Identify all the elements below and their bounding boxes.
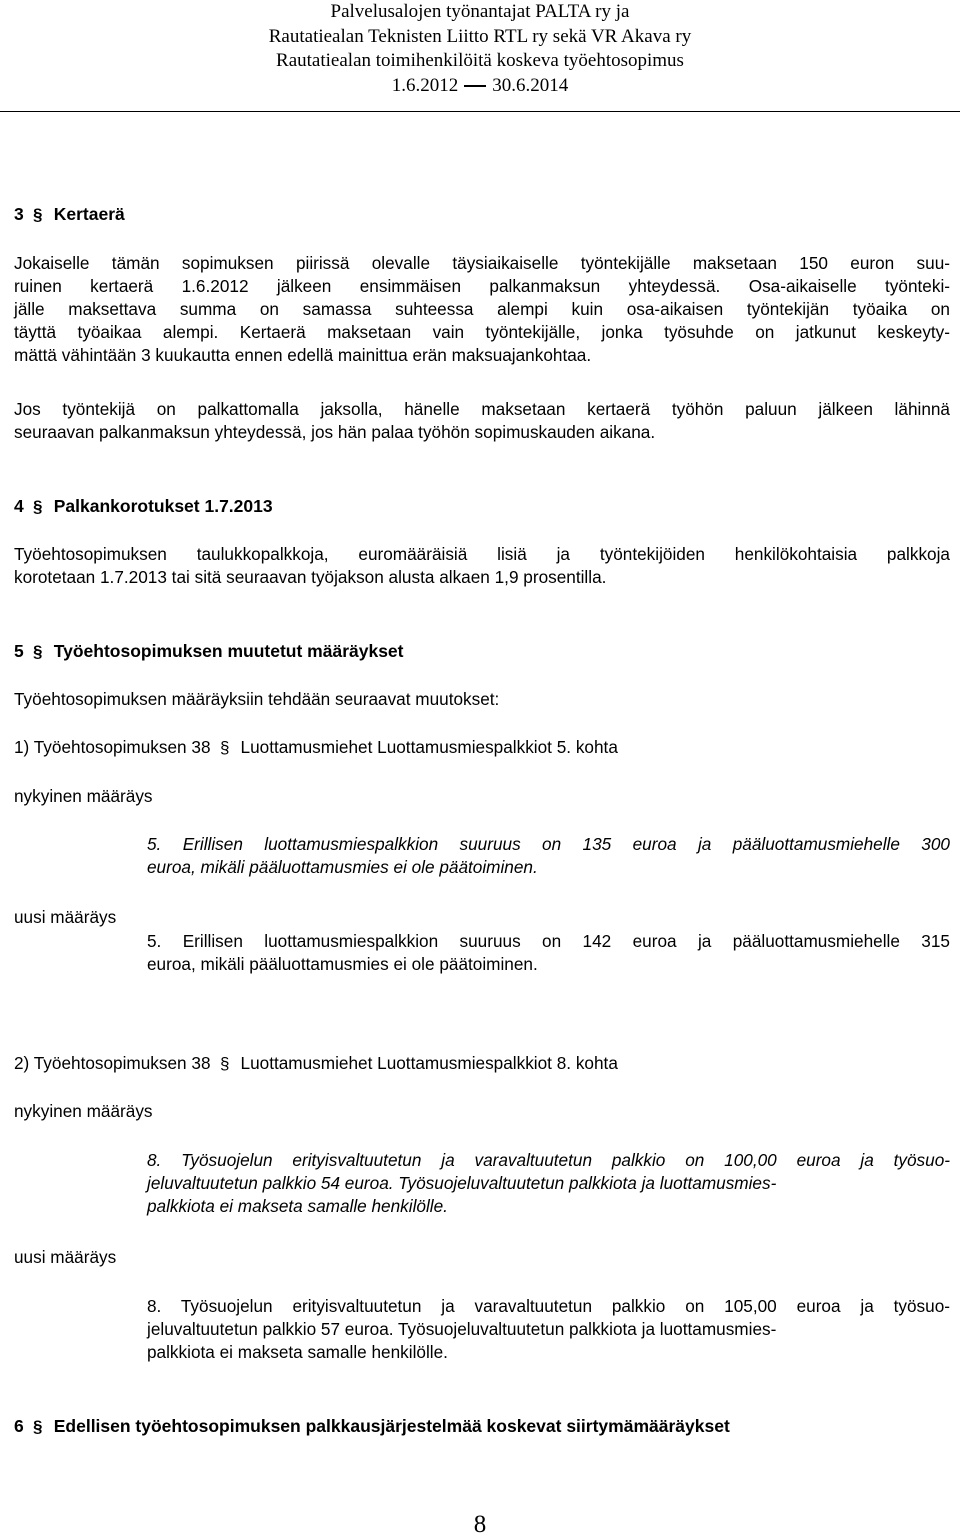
header-date-end: 30.6.2014: [492, 74, 569, 96]
text-line: 8. Työsuojelun erityisvaltuutetun ja varavaltuutetun palkkio on 105,00 euroa ja työsuo-: [147, 1296, 950, 1316]
svg-text:§: §: [32, 1417, 43, 1436]
text-line: euroa, mikäli pääluottamusmies ei ole päätoiminen.: [147, 954, 538, 974]
item-1-new-text: [147, 930, 950, 976]
section-number: 5: [14, 641, 24, 661]
svg-text:§: §: [219, 1054, 229, 1073]
header-date-start: 1.6.2012: [391, 74, 459, 96]
text-line: täyttä työaikaa alempi. Kertaerä maksetaan vain työntekijälle, jonka työsuhde on jatkunut keskeyty-: [14, 322, 950, 342]
svg-text:§: §: [219, 738, 229, 757]
text-line: seuraavan palkanmaksun yhteydessä, jos hän palaa työhön sopimuskauden aikana.: [14, 422, 656, 442]
header-rule: [0, 111, 960, 112]
text-line: jälle maksettava summa on samassa suhteessa alempi kuin osa-aikaisen työntekijän työaika on: [14, 299, 950, 319]
section-4-heading: [14, 495, 273, 517]
svg-text:§: §: [32, 205, 43, 224]
item-1-heading: [14, 736, 618, 759]
header-line-2: Rautatiealan Teknisten Liitto RTL ry sekä VR Akava ry: [268, 25, 692, 47]
section-3-paragraph-2: [14, 398, 950, 444]
item-2-new-text: [147, 1295, 950, 1364]
header-dates: [0, 74, 960, 99]
section-3-heading: [14, 203, 125, 225]
text-line: palkkiota ei makseta samalle henkilölle.: [147, 1196, 448, 1216]
item-2-heading: [14, 1052, 618, 1075]
text-line: Työehtosopimuksen määräyksiin tehdään seuraavat muutokset:: [14, 689, 500, 709]
text-line: 8. Työsuojelun erityisvaltuutetun ja varavaltuutetun palkkio on 100,00 euroa ja työsuo-: [147, 1150, 950, 1170]
item-suffix: Luottamusmiehet Luottamusmiespalkkiot 5. kohta: [240, 737, 618, 757]
section-6-heading: [14, 1415, 730, 1437]
section-5-heading: [14, 640, 404, 662]
section-5-intro: [14, 688, 499, 711]
section-number: 4: [14, 496, 24, 516]
header-line-1: Palvelusalojen työnantajat PALTA ry ja: [330, 1, 630, 22]
svg-text:§: §: [32, 497, 43, 516]
page-number: 8: [473, 1511, 487, 1538]
item-prefix: 1) Työehtosopimuksen 38: [14, 737, 211, 757]
item-1-current-text: [147, 833, 950, 879]
text-line: jeluvaltuutetun palkkio 54 euroa. Työsuojeluvaltuutetun palkkiota ja luottamusmies-: [147, 1173, 777, 1193]
header-line-3: Rautatiealan toimihenkilöitä koskeva työehtosopimus: [276, 50, 684, 71]
section-title: Palkankorotukset 1.7.2013: [53, 496, 273, 516]
section-4-paragraph: [14, 543, 950, 589]
section-sign-icon: [32, 641, 46, 661]
section-number: 6: [14, 1416, 24, 1436]
text-line: Työehtosopimuksen taulukkopalkkoja, euromääräisiä lisiä ja työntekijöiden henkilökohtaisia palkkoja: [14, 544, 950, 564]
item-suffix: Luottamusmiehet Luottamusmiespalkkiot 8. kohta: [240, 1053, 618, 1073]
text-line: Jokaiselle tämän sopimuksen piirissä olevalle täysiaikaiselle työntekijälle maksetaan 150 euron suu-: [14, 253, 950, 273]
item-2-new-label: uusi määräys: [14, 1247, 117, 1267]
section-3-paragraph-1: [14, 252, 950, 367]
section-title: Työehtosopimuksen muutetut määräykset: [53, 641, 404, 661]
item-1-new-label: uusi määräys: [14, 907, 117, 927]
svg-text:§: §: [32, 642, 43, 661]
text-line: Jos työntekijä on palkattomalla jaksolla, hänelle maksetaan kertaerä työhön paluun jälkeen lähinnä: [14, 399, 950, 419]
date-dash: [464, 85, 486, 87]
text-line: euroa, mikäli pääluottamusmies ei ole päätoiminen.: [147, 857, 538, 877]
section-sign-icon: [219, 737, 233, 757]
section-number: 3: [14, 204, 24, 224]
text-line: ruinen kertaerä 1.6.2012 jälkeen ensimmäisen palkanmaksun yhteydessä. Osa-aikaiselle työnteki-: [14, 276, 950, 296]
section-title: Kertaerä: [53, 204, 125, 224]
item-prefix: 2) Työehtosopimuksen 38: [14, 1053, 211, 1073]
section-sign-icon: [32, 1416, 46, 1436]
section-title: Edellisen työehtosopimuksen palkkausjärjestelmää koskevat siirtymämääräykset: [53, 1416, 730, 1436]
item-2-current-label: nykyinen määräys: [14, 1101, 153, 1121]
section-sign-icon: [32, 496, 46, 516]
item-2-current-text: [147, 1149, 950, 1218]
text-line: 5. Erillisen luottamusmiespalkkion suuruus on 135 euroa ja pääluottamusmiehelle 300: [147, 834, 950, 854]
text-line: mättä vähintään 3 kuukautta ennen edellä mainittua erän maksuajankohtaa.: [14, 345, 592, 365]
text-line: korotetaan 1.7.2013 tai sitä seuraavan työjakson alusta alkaen 1,9 prosentilla.: [14, 567, 607, 587]
item-1-current-label: nykyinen määräys: [14, 786, 153, 806]
section-sign-icon: [219, 1053, 233, 1073]
document-header: [0, 0, 960, 98]
text-line: 5. Erillisen luottamusmiespalkkion suuruus on 142 euroa ja pääluottamusmiehelle 315: [147, 931, 950, 951]
text-line: palkkiota ei makseta samalle henkilölle.: [147, 1342, 448, 1362]
section-sign-icon: [32, 204, 46, 224]
text-line: jeluvaltuutetun palkkio 57 euroa. Työsuojeluvaltuutetun palkkiota ja luottamusmies-: [147, 1319, 777, 1339]
